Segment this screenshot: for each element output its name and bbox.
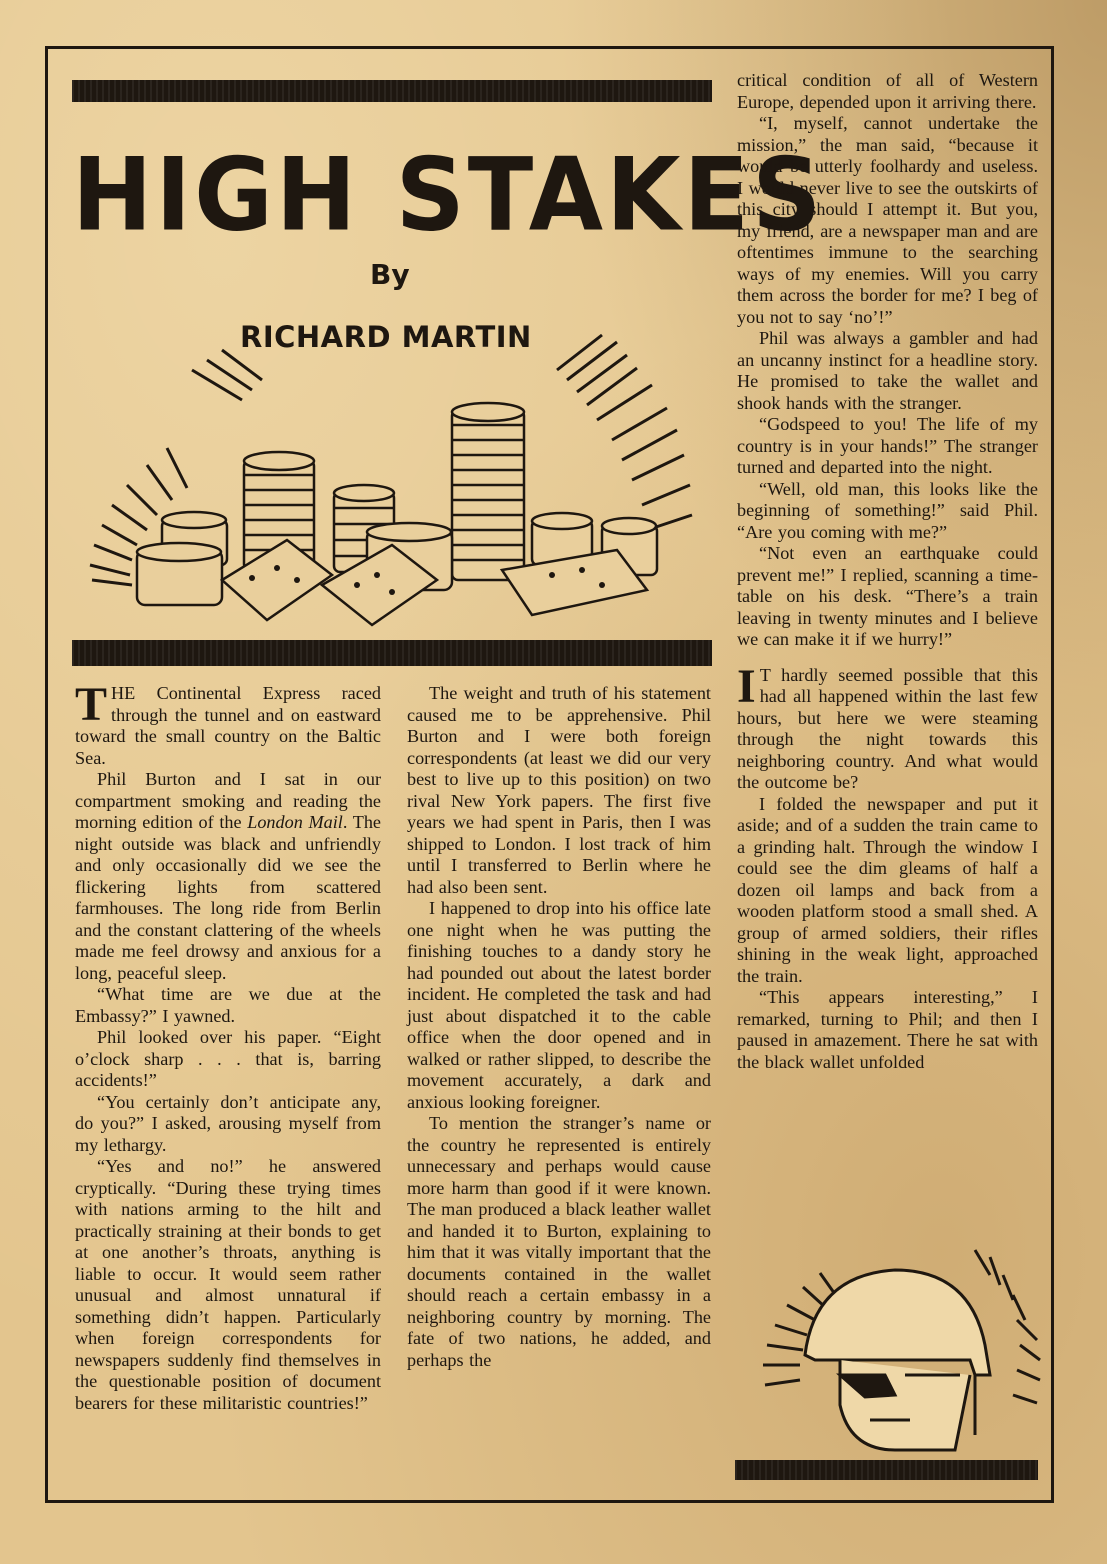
paragraph: “What time are we due at the Embassy?” I yawned. xyxy=(75,984,381,1026)
paragraph: I folded the newspaper and put it aside; and of a sudden the train came to a grinding halt. Through the window I could see the dim gleams of half a dozen oil lamps and back from a wooden platform stood a small shed. A group of armed soldiers, their rifles shining in the weak light, approached the train. xyxy=(737,793,1038,986)
soldier-helmet-illustration xyxy=(745,1235,1045,1455)
paragraph xyxy=(75,678,381,769)
paragraph xyxy=(737,659,1038,794)
paragraph-text: Phil Burton and I sat in our compartment smoking and reading the morning edition of the xyxy=(75,769,381,832)
paragraph-text: . The night outside was black and unfriendly and only occasionally did we see the flickering lights from scattered farmhouses. The long ride from Berlin and the constant clattering of the wheels made me feel drowsy and anxious for a long, peaceful sleep. xyxy=(75,812,381,983)
paragraph: The weight and truth of his statement caused me to be apprehensive. Phil Burton and I were both foreign correspondents (at least we did our very best to live up to this position) on two rival New York papers. The first five years we had spent in Paris, then I was shipped to London. I lost track of him until I transferred to Berlin where he had also been sent. xyxy=(407,683,711,897)
column-left xyxy=(75,678,381,1414)
drop-cap: T xyxy=(75,678,108,731)
paragraph-text: HE Continental Express raced through the tunnel and on eastward toward the small country on the Baltic Sea. xyxy=(75,683,381,768)
mid-divider-bar xyxy=(72,640,712,666)
paragraph: critical condition of all of Western Europe, depended upon it arriving there. xyxy=(737,70,1038,112)
drop-cap: I xyxy=(737,659,756,713)
paragraph: “I, myself, cannot undertake the mission,” the man said, “because it would be utterly foolhardy and useless. I would never live to see the outskirts of this city should I attempt it. But you, my friend, are a newspaper man and are oftentimes immune to the searching ways of my enemies. Will you carry them across the border for me? I beg of you not to say ‘no’!” xyxy=(737,113,1038,327)
paragraph: Phil was always a gambler and had an uncanny instinct for a headline story. He promised to take the wallet and shook hands with the stranger. xyxy=(737,328,1038,413)
paragraph xyxy=(75,769,381,984)
column-middle xyxy=(407,683,711,1371)
paragraph: I happened to drop into his office late one night when he was putting the finishing touches to a dandy story he had pounded out about the latest border incident. He completed the task and had just about dispatched it to the cable office when the door opened and in walked or rather slipped, to describe the movement accurately, a dark and anxious looking foreigner. xyxy=(407,898,711,1112)
paragraph: “You certainly don’t anticipate any, do you?” I asked, arousing myself from my lethargy. xyxy=(75,1091,381,1155)
bottom-right-bar xyxy=(735,1460,1038,1480)
article-title: HIGH STAKES xyxy=(72,136,825,254)
newspaper-name: London Mail xyxy=(247,812,343,832)
paragraph: “Not even an earthquake could prevent me!” I replied, scanning a time-table on his desk. “There’s a train leaving in twenty minutes and I believe we can make it if we hurry!” xyxy=(737,543,1038,649)
paragraph: “This appears interesting,” I remarked, turning to Phil; and then I paused in amazement. There he sat with the black wallet unfolded xyxy=(737,987,1038,1072)
author-name: RICHARD MARTIN xyxy=(240,320,532,354)
paragraph: “Yes and no!” he answered cryptically. “During these trying times with nations arming to the hilt and practically straining at their bonds to get at one another’s throats, anything is liable to occur. It would seem rather unusual and almost unnatural if something didn’t happen. Particularly when foreign correspondents for newspapers suddenly find themselves in the questionable position of document bearers for these militaristic countries!” xyxy=(75,1156,381,1413)
paragraph: Phil looked over his paper. “Eight o’clock sharp . . . that is, barring accidents!” xyxy=(75,1027,381,1090)
paragraph: “Well, old man, this looks like the beginning of something!” said Phil. “Are you coming with me?” xyxy=(737,478,1038,542)
top-title-bar xyxy=(72,80,712,102)
column-right xyxy=(737,70,1038,1073)
paragraph: To mention the stranger’s name or the country he represented is entirely unnecessary and perhaps would cause more harm than good if it were known. The man produced a black leather wallet and handed it to Burton, explaining to him that it was vitally important that the documents contained in the wallet should reach a certain embassy in a neighboring country by morning. The fate of two nations, he added, and perhaps the xyxy=(407,1113,711,1370)
paragraph-text: T hardly seemed possible that this had all happened within the last few hours, but here we were steaming through the night towards this neighboring country. And what would the outcome be? xyxy=(737,664,1038,792)
byline-by: By xyxy=(370,258,410,291)
chips-and-cards-illustration xyxy=(72,330,712,630)
paragraph: “Godspeed to you! The life of my country is in your hands!” The stranger turned and departed into the night. xyxy=(737,414,1038,477)
